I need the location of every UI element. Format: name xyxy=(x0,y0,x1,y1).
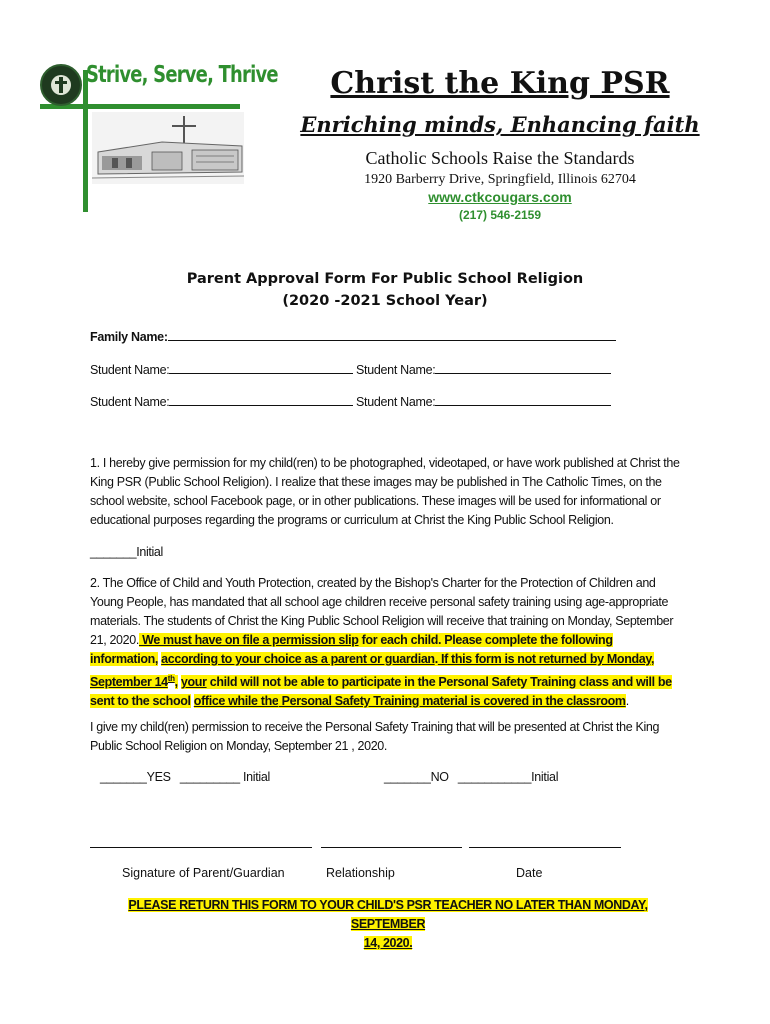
highlight-permission-slip: We must have on file a permission slip xyxy=(138,633,359,647)
safety-training-text: 2. The Office of Child and Youth Protection, created by the Bishop's Charter for the Protection of Children and Young People, has mandated that all school age children receive personal safety training using age-appropriate materials. The students of Christ the King Public School Religion will receive that training on Monday, September 21, 2020 xyxy=(90,576,674,647)
highlight-classroom: Personal Safety Training material is covered in the classroom xyxy=(278,694,626,709)
form-title xyxy=(120,268,650,312)
student-name-label: Student Name: xyxy=(356,363,436,377)
consent-paragraph: I give my child(ren) permission to receive the Personal Safety Training that will be presented at Christ the King Public School Religion on Monday, September 21 , 2020. xyxy=(90,720,660,753)
highlight-consequence: child will not be able to participate in the Personal Safety Training class and will be sent to the school xyxy=(90,675,672,709)
website-link[interactable]: www.ctkcougars.com xyxy=(428,189,572,205)
highlight-choice: according to your choice as a parent or guardian xyxy=(161,652,435,666)
safety-training-paragraph xyxy=(90,574,680,711)
form-title-line2: (2020 -2021 School Year) xyxy=(282,293,488,309)
end-period: . xyxy=(625,694,629,709)
yes-choice-row xyxy=(100,770,270,784)
school-title: Christ the King PSR xyxy=(330,66,670,101)
highlight-period: . xyxy=(434,652,438,666)
school-motto: Enriching minds, Enhancing faith xyxy=(300,112,700,137)
period: . xyxy=(135,633,139,647)
student-name-field-2[interactable] xyxy=(435,361,611,374)
date-line[interactable] xyxy=(469,846,621,848)
date-label: Date xyxy=(516,866,543,880)
photo-initial-blank[interactable]: _______ xyxy=(90,545,137,559)
family-name-field[interactable] xyxy=(168,328,616,341)
slogan: Strive, Serve, Thrive xyxy=(86,62,278,88)
highlight-comma: , xyxy=(174,675,178,690)
student-name-label: Student Name: xyxy=(356,395,436,409)
school-seal-logo xyxy=(40,64,82,106)
signature-label: Signature of Parent/Guardian xyxy=(122,866,285,880)
yes-initial-label: Initial xyxy=(242,770,271,784)
phone-number: (217) 546-2159 xyxy=(458,208,542,222)
highlight-your: your xyxy=(180,675,207,690)
school-address: 1920 Barberry Drive, Springfield, Illinois 62704 xyxy=(364,172,636,187)
student-name-field-3[interactable] xyxy=(169,393,353,406)
return-deadline-line1: PLEASE RETURN THIS FORM TO YOUR CHILD'S PSR TEACHER NO LATER THAN MONDAY, SEPTEMBER xyxy=(128,898,648,931)
student-name-label: Student Name: xyxy=(90,395,170,409)
no-label: NO xyxy=(430,770,449,784)
student-name-row-2 xyxy=(356,361,611,377)
form-title-line1: Parent Approval Form For Public School Religion xyxy=(186,271,584,287)
highlight-deadline: If this form is not returned by Monday, September 14 xyxy=(90,652,655,690)
no-initial-blank[interactable]: ___________ xyxy=(457,770,532,784)
student-name-label: Student Name: xyxy=(90,363,170,377)
signature-line[interactable] xyxy=(90,846,312,848)
highlight-office: office while the xyxy=(193,694,279,709)
no-choice-row xyxy=(384,770,558,784)
family-name-row xyxy=(90,328,616,344)
highlight-each-child: for each child. Please complete the following information, xyxy=(90,633,613,666)
family-name-label: Family Name: xyxy=(90,330,168,344)
highlight-sup: th xyxy=(167,674,175,683)
no-blank[interactable]: _______ xyxy=(384,770,431,784)
standards-tagline: Catholic Schools Raise the Standards xyxy=(365,148,635,168)
school-building-sketch xyxy=(92,112,244,184)
return-deadline-notice xyxy=(90,896,686,953)
student-name-field-4[interactable] xyxy=(435,393,611,406)
yes-label: YES xyxy=(146,770,171,784)
logo-cross-vertical xyxy=(83,70,88,212)
logo-cross-horizontal xyxy=(40,104,240,109)
photo-initial-label: Initial xyxy=(136,545,163,559)
student-name-field-1[interactable] xyxy=(169,361,353,374)
student-name-row-3 xyxy=(90,393,353,409)
student-name-row-1 xyxy=(90,361,353,377)
relationship-label: Relationship xyxy=(326,866,395,880)
no-initial-label: Initial xyxy=(531,770,559,784)
yes-initial-blank[interactable]: _________ xyxy=(179,770,240,784)
student-name-row-4 xyxy=(356,393,611,409)
photo-permission-paragraph: 1. I hereby give permission for my child(ren) to be photographed, videotaped, or have work published at Christ the King PSR (Public School Religion). I realize that these images may be published in The Catholic Times, on the school website, school Facebook page, or in other publications. These images will be used for informational or educational purposes regarding the programs or curriculum at Christ the King Public School Religion. xyxy=(90,456,680,527)
return-deadline-line2: 14, 2020. xyxy=(363,936,413,950)
relationship-line[interactable] xyxy=(321,846,462,848)
yes-blank[interactable]: _______ xyxy=(100,770,147,784)
photo-initial-row xyxy=(90,543,680,562)
